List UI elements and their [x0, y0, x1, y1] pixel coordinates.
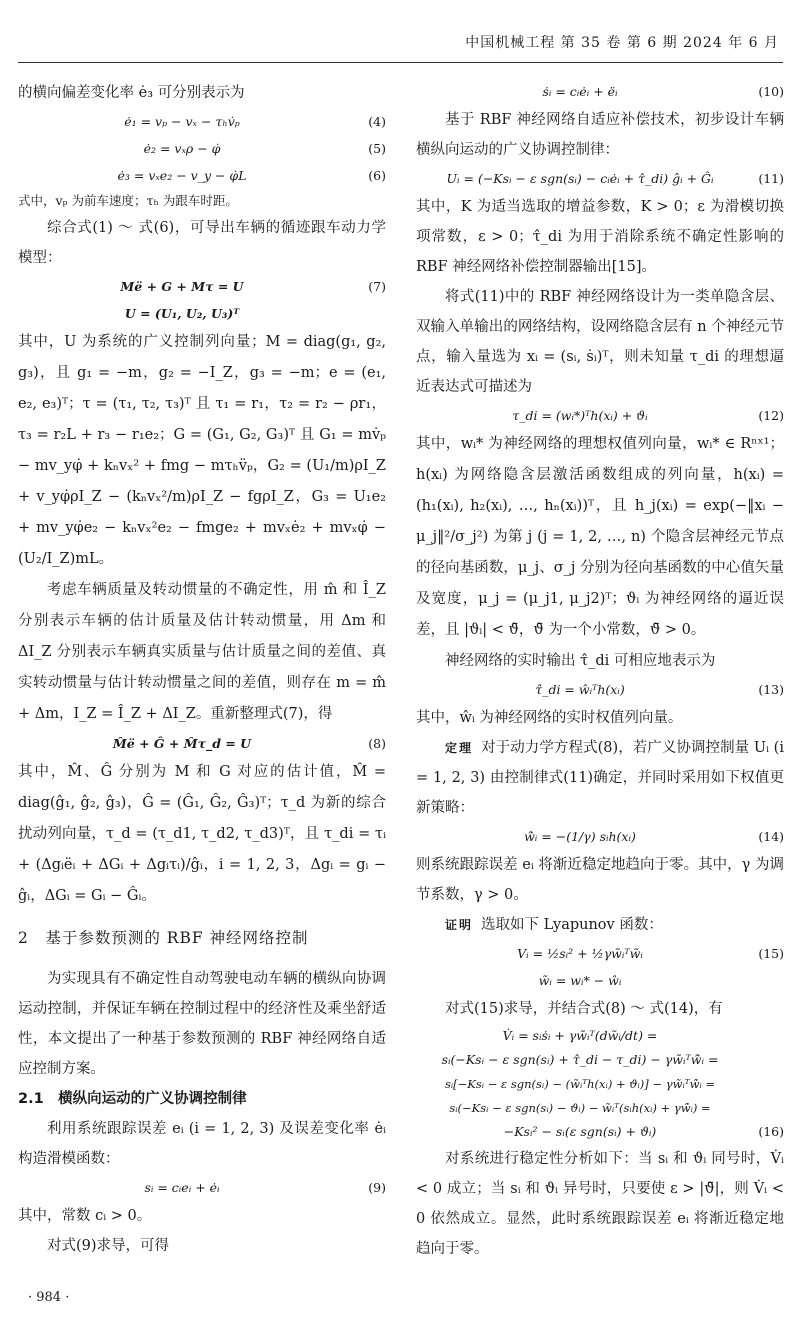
paragraph: 其中，U 为系统的广义控制列向量；M = diag(g₁, g₂, g₃)，且 g₁ = −m，g₂ = −I_Z，g₃ = −m；e = (e₁, e₂, e₃)ᵀ；τ = (τ₁, τ₂, τ₃)ᵀ 且 τ₁ = r₁，τ₂ = r₂ − ρr₁，τ₃ = r₂L + r₃ − r₁e₂；G = (G₁, G₂, G₃)ᵀ 且 G₁ = mv̇ₚ − mv_yφ̇ + kₙvₓ² + fmg − mτₕv̈ₚ，G₂ = (U₁/m)ρI_Z + v_yφ̇ρI_Z − (kₙvₓ²/m)ρI_Z − fgρI_Z，G₃ = U₁e₂ + mv_yφ̇e₂ − kₙvₓ²e₂ − fmge₂ + mvₓė₂ + mvₓφ̇ − (U₂/I_Z)mL。 — [18, 334, 386, 567]
paragraph: 利用系统跟踪误差 eᵢ (i = 1, 2, 3) 及误差变化率 ėᵢ 构造滑模函数： — [18, 1121, 386, 1167]
equation-text: U = (U₁, U₂, U₃)ᵀ — [124, 306, 240, 321]
subsection-heading: 2.1 横纵向运动的广义协调控制律 — [18, 1091, 247, 1107]
equation-number: (16) — [758, 1124, 784, 1139]
equation-16-line4 — [416, 1096, 784, 1120]
equation-12 — [416, 402, 784, 429]
theorem-label: 定理 — [445, 741, 474, 755]
right-column — [416, 78, 784, 1264]
equation-text: sᵢ[−Ksᵢ − ε sgn(sᵢ) − (w̃ᵢᵀh(xᵢ) + ϑᵢ)] − γw̃ᵢᵀŵ̇ᵢ = — [444, 1077, 716, 1091]
equation-9 — [18, 1174, 386, 1201]
equation-text: τ̂_di = ŵᵢᵀh(xᵢ) — [535, 682, 625, 697]
equation-6 — [18, 162, 386, 189]
proof-text: 选取如下 Lyapunov 函数： — [481, 917, 663, 933]
equation-16-line1 — [416, 1024, 784, 1048]
page-number: · 984 · — [28, 1290, 70, 1305]
equation-16-line2 — [416, 1048, 784, 1072]
equation-number: (6) — [368, 168, 386, 183]
paragraph: 神经网络的实时输出 τ̂_di 可相应地表示为 — [445, 653, 716, 669]
equation-text: τ_di = (wᵢ*)ᵀh(xᵢ) + ϑᵢ — [512, 408, 648, 423]
equation-text: ṡᵢ = cᵢėᵢ + ëᵢ — [542, 84, 618, 99]
equation-number: (14) — [758, 829, 784, 844]
header-rule — [18, 62, 783, 63]
equation-number: (8) — [368, 736, 386, 751]
equation-text: V̇ᵢ = sᵢṡᵢ + γw̃ᵢᵀ(dw̃ᵢ/dt) = — [502, 1028, 658, 1043]
theorem-text: 对于动力学方程式(8)，若广义协调控制量 Uᵢ (i = 1, 2, 3) 由控制律式(11)确定，并同时采用如下权值更新策略： — [416, 740, 784, 816]
equation-text: ė₁ = vₚ − vₓ − τₕv̇ₚ — [124, 114, 240, 129]
proof — [416, 910, 784, 940]
paragraph: 综合式(1) ～ 式(6)，可导出车辆的循迹跟车动力学模型： — [18, 220, 386, 266]
paragraph: 其中，M̂、Ĝ 分别为 M 和 G 对应的估计值，M̂ = diag(ĝ₁, ĝ₂, ĝ₃)，Ĝ = (Ĝ₁, Ĝ₂, Ĝ₃)ᵀ；τ_d 为新的综合扰动列向量，τ_d = (τ_d1, τ_d2, τ_d3)ᵀ，且 τ_di = τᵢ + (Δgᵢëᵢ + ΔGᵢ + Δgᵢτᵢ)/ĝᵢ，i = 1, 2, 3，Δgᵢ = gᵢ − ĝᵢ，ΔGᵢ = Gᵢ − Ĝᵢ。 — [18, 764, 386, 904]
left-column — [18, 78, 386, 1261]
equation-13 — [416, 676, 784, 703]
paragraph: 基于 RBF 神经网络自适应补偿技术，初步设计车辆横纵向运动的广义协调控制律： — [416, 112, 784, 158]
paragraph: 其中，wᵢ* 为神经网络的理想权值列向量，wᵢ* ∈ Rⁿˣ¹；h(xᵢ) 为网络隐含层激活函数组成的列向量，h(xᵢ) = (h₁(xᵢ), h₂(xᵢ), …, hₙ(xᵢ))ᵀ，且 h_j(xᵢ) = exp(−‖xᵢ − μ_j‖²/σ_j²) 为第 j (j = 1, 2, …, n) 个隐含层神经元节点的径向基函数，μ_j、σ_j 分别为径向基函数的中心值矢量及宽度，μ_j = (μ_j1, μ_j2)ᵀ；ϑᵢ 为神经网络的逼近误差，且 |ϑᵢ| < ϑ̄，ϑ̄ 为一个小常数，ϑ̄ > 0。 — [416, 436, 784, 638]
equation-number: (15) — [758, 946, 784, 961]
equation-number: (12) — [758, 408, 784, 423]
paragraph: 其中，K 为适当选取的增益参数，K > 0；ε 为滑模切换项常数，ε > 0；τ̂_di 为用于消除系统不确定性影响的 RBF 神经网络补偿控制器输出[15]。 — [416, 199, 784, 275]
paragraph: 其中，ŵᵢ 为神经网络的实时权值列向量。 — [416, 710, 683, 726]
equation-text: sᵢ(−Ksᵢ − ε sgn(sᵢ) + τ̂_di − τ_di) − γw̃ᵢᵀŵ̇ᵢ = — [441, 1052, 719, 1067]
equation-number: (13) — [758, 682, 784, 697]
section-heading: 2 基于参数预测的 RBF 神经网络控制 — [18, 929, 309, 947]
equation-text: −Ksᵢ² − sᵢ(ε sgn(sᵢ) + ϑᵢ) — [503, 1124, 657, 1139]
equation-15 — [416, 940, 784, 967]
equation-text: M̂ë + Ĝ + M̂τ_d = U — [112, 736, 252, 751]
equation-text: ė₂ = vₓρ − φ̇ — [143, 141, 221, 156]
equation-15b — [416, 967, 784, 994]
equation-text: w̃ᵢ = wᵢ* − ŵᵢ — [538, 973, 622, 988]
equation-5 — [18, 135, 386, 162]
equation-number: (9) — [368, 1180, 386, 1195]
paragraph: 为实现具有不确定性自动驾驶电动车辆的横纵向协调运动控制，并保证车辆在控制过程中的经济性及乘坐舒适性，本文提出了一种基于参数预测的 RBF 神经网络自适应控制方案。 — [18, 971, 386, 1077]
paragraph: 对式(15)求导，并结合式(8) ～ 式(14)，有 — [445, 1001, 723, 1017]
equation-text: ė₃ = vₓe₂ − v_y − φ̇L — [117, 168, 247, 183]
paragraph: 则系统跟踪误差 eᵢ 将渐近稳定地趋向于零。其中，γ 为调节系数，γ > 0。 — [416, 857, 784, 903]
equation-8 — [18, 730, 386, 757]
equation-number: (4) — [368, 114, 386, 129]
equation-number: (10) — [758, 84, 784, 99]
paragraph: 对式(9)求导，可得 — [47, 1238, 170, 1254]
equation-11 — [416, 165, 784, 192]
paragraph: 考虑车辆质量及转动惯量的不确定性，用 m̂ 和 Î_Z 分别表示车辆的估计质量及估计转动惯量，用 Δm 和 ΔI_Z 分别表示车辆真实质量与估计质量之间的差值、真实转动惯量与估计转动惯量之间的差值，则存在 m = m̂ + Δm，I_Z = Î_Z + ΔI_Z。重新整理式(7)，得 — [18, 582, 386, 722]
equation-number: (11) — [758, 171, 784, 186]
journal-header: 中国机械工程 第 35 卷 第 6 期 2024 年 6 月 — [465, 35, 779, 51]
equation-text: sᵢ(−Ksᵢ − ε sgn(sᵢ) − ϑᵢ) − w̃ᵢᵀ(sᵢh(xᵢ) + γŵ̇ᵢ) = — [449, 1101, 711, 1115]
equation-7b — [18, 300, 386, 327]
equation-text: Vᵢ = ½sᵢ² + ½γw̃ᵢᵀw̃ᵢ — [517, 946, 643, 961]
equation-14 — [416, 823, 784, 850]
equation-4 — [18, 108, 386, 135]
equation-text: Uᵢ = (−Ksᵢ − ε sgn(sᵢ) − cᵢėᵢ + τ̂_di) ĝᵢ + Ĝᵢ — [446, 171, 714, 186]
equation-16-line5 — [416, 1120, 784, 1144]
equation-number: (5) — [368, 141, 386, 156]
equation-10 — [416, 78, 784, 105]
equation-text: Më + G + Mτ = U — [120, 279, 244, 294]
theorem — [416, 733, 784, 823]
equation-7 — [18, 273, 386, 300]
equation-text: ŵ̇ᵢ = −(1/γ) sᵢh(xᵢ) — [524, 829, 636, 844]
paragraph: 的横向偏差变化率 ė₃ 可分别表示为 — [18, 85, 245, 101]
paragraph: 式中，vₚ 为前车速度；τₕ 为跟车时距。 — [18, 193, 238, 208]
equation-16-line3 — [416, 1072, 784, 1096]
equation-number: (7) — [368, 279, 386, 294]
paragraph: 对系统进行稳定性分析如下：当 sᵢ 和 ϑᵢ 同号时，V̇ᵢ < 0 成立；当 sᵢ 和 ϑᵢ 异号时，只要使 ε > |ϑ̄|，则 V̇ᵢ < 0 依然成立。显然，此时系统跟踪误差 eᵢ 将渐近稳定地趋向于零。 — [416, 1151, 784, 1257]
paragraph: 将式(11)中的 RBF 神经网络设计为一类单隐含层、双输入单输出的网络结构，设网络隐含层有 n 个神经元节点，输入量选为 xᵢ = (sᵢ, ṡᵢ)ᵀ，则未知量 τ_di 的理想逼近表达式可描述为 — [416, 289, 784, 395]
paragraph: 其中，常数 cᵢ > 0。 — [18, 1208, 152, 1224]
proof-label: 证明 — [445, 918, 474, 932]
equation-text: sᵢ = cᵢeᵢ + ėᵢ — [144, 1180, 220, 1195]
